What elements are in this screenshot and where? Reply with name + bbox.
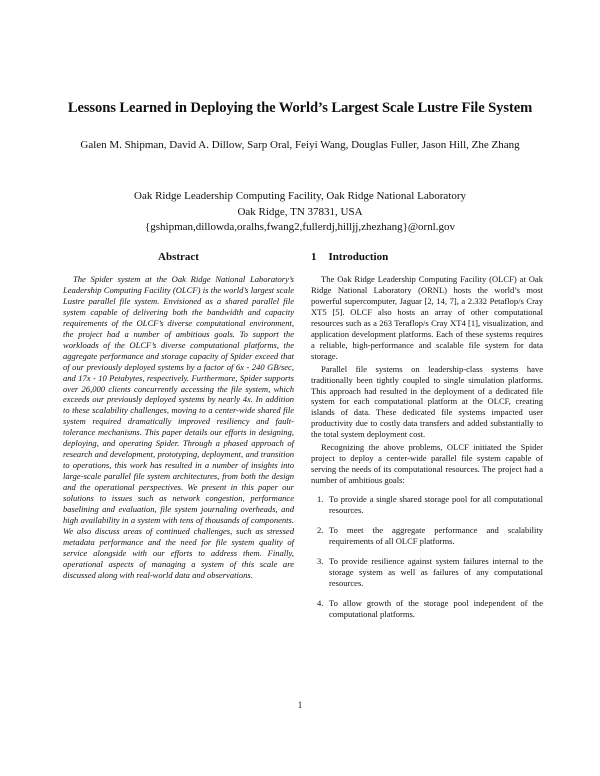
author-list: Galen M. Shipman, David A. Dillow, Sarp Oral, Feiyi Wang, Douglas Fuller, Jason Hill, Zhe Zhang [80,139,520,151]
intro-paragraph: The Oak Ridge Leadership Computing Facility (OLCF) at Oak Ridge National Laboratory (ORNL) hosts the world’s most powerful supercomputer, Jaguar [2, 14, 7], a 2.332 Petaflop/s Cray XT5 [5]. OLCF also hosts an array of other computational resources such as a 263 Teraflop/s Cray XT4 [1], visualization, and application development platforms. Each of these systems requires a reliable, high-performance and scalable file system for data storage. [311,274,543,361]
affiliation-emails: {gshipman,dillowda,oralhs,fwang2,fullerdj,hilljj,zhezhang}@ornl.gov [145,221,455,233]
goal-text: To allow growth of the storage pool independent of the computational platforms. [329,597,543,619]
affiliation-address: Oak Ridge, TN 37831, USA [237,205,363,218]
left-column [63,251,294,581]
goal-text: To provide resilience against system failures internal to the storage system as well as failures of any computational resources. [329,555,543,588]
section-number: 1 [311,251,317,263]
abstract-text: The Spider system at the Oak Ridge National Laboratory’s Leadership Computing Facility (OLCF) is the world’s largest scale Lustre parallel file system. Envisioned as a shared parallel file system capable of delivering both the bandwidth and capacity requirements of the OLCF’s diverse computational environment, the project had a number of ambitious goals. To support the workloads of the OLCF’s diverse computational platforms, the aggregate performance and storage capacity of Spider exceed that of our previously deployed systems by a factor of 6x - 240 GB/sec, and 17x - 10 Petabytes, respectively. Furthermore, Spider supports over 26,000 clients concurrently accessing the file system, which exceeds our previously deployed systems by nearly 4x. In addition to these scalability challenges, moving to a center-wide shared file system required dramatically improved resiliency and fault-tolerance mechanisms. This paper details our efforts in designing, deploying, and operating Spider. Through a phased approach of research and development, prototyping, deployment, and transition to operations, this work has resulted in a number of insights into large-scale parallel file system architectures, from both the design and the operational perspectives. We present in this paper our solutions to issues such as network congestion, performance baselining and evaluation, file system journaling overheads, and high availability in a system with tens of thousands of components. We also discuss areas of continued challenges, such as stressed metadata performance and the need for file system quality of service alongside with our efforts to address them. Finally, operational aspects of managing a system of this scale are discussed along with real-world data and observations. [63,274,294,580]
goal-number: 1. [317,494,324,505]
section-title: Introduction [328,251,389,263]
page-number: 1 [297,700,303,710]
goal-text: To meet the aggregate performance and scalability requirements of all OLCF platforms. [329,525,543,546]
affiliation-institution: Oak Ridge Leadership Computing Facility, Oak Ridge National Laboratory [134,190,466,202]
goal-number: 2. [317,525,324,536]
paper-title: Lessons Learned in Deploying the World’s Largest Scale Lustre File System [67,100,533,116]
intro-paragraph: Recognizing the above problems, OLCF initiated the Spider project to deploy a center-wide parallel file system capable of serving the needs of its computational resources. The project had a number of ambitious goals: [311,442,543,486]
introduction-heading [311,251,543,263]
goal-item [311,598,543,620]
goal-item [311,494,543,516]
right-column [311,251,543,629]
goal-number: 4. [317,597,324,608]
abstract-heading: Abstract [158,251,199,263]
intro-paragraph: Parallel file systems on leadership-class systems have traditionally been tightly coupled to single simulation platforms. This approach had resulted in the deployment of a dedicated file system for each computational platform at the OLCF, creating islands of data. These dedicated file systems impacted user productivity due to costly data transfers and added substantially to the total system deployment cost. [311,363,543,440]
goals-list [311,494,543,620]
affiliation-block [0,189,600,236]
goal-text: To provide a single shared storage pool for all computational resources. [329,494,543,516]
goal-number: 3. [317,555,324,566]
goal-item [311,525,543,547]
goal-item [311,556,543,589]
